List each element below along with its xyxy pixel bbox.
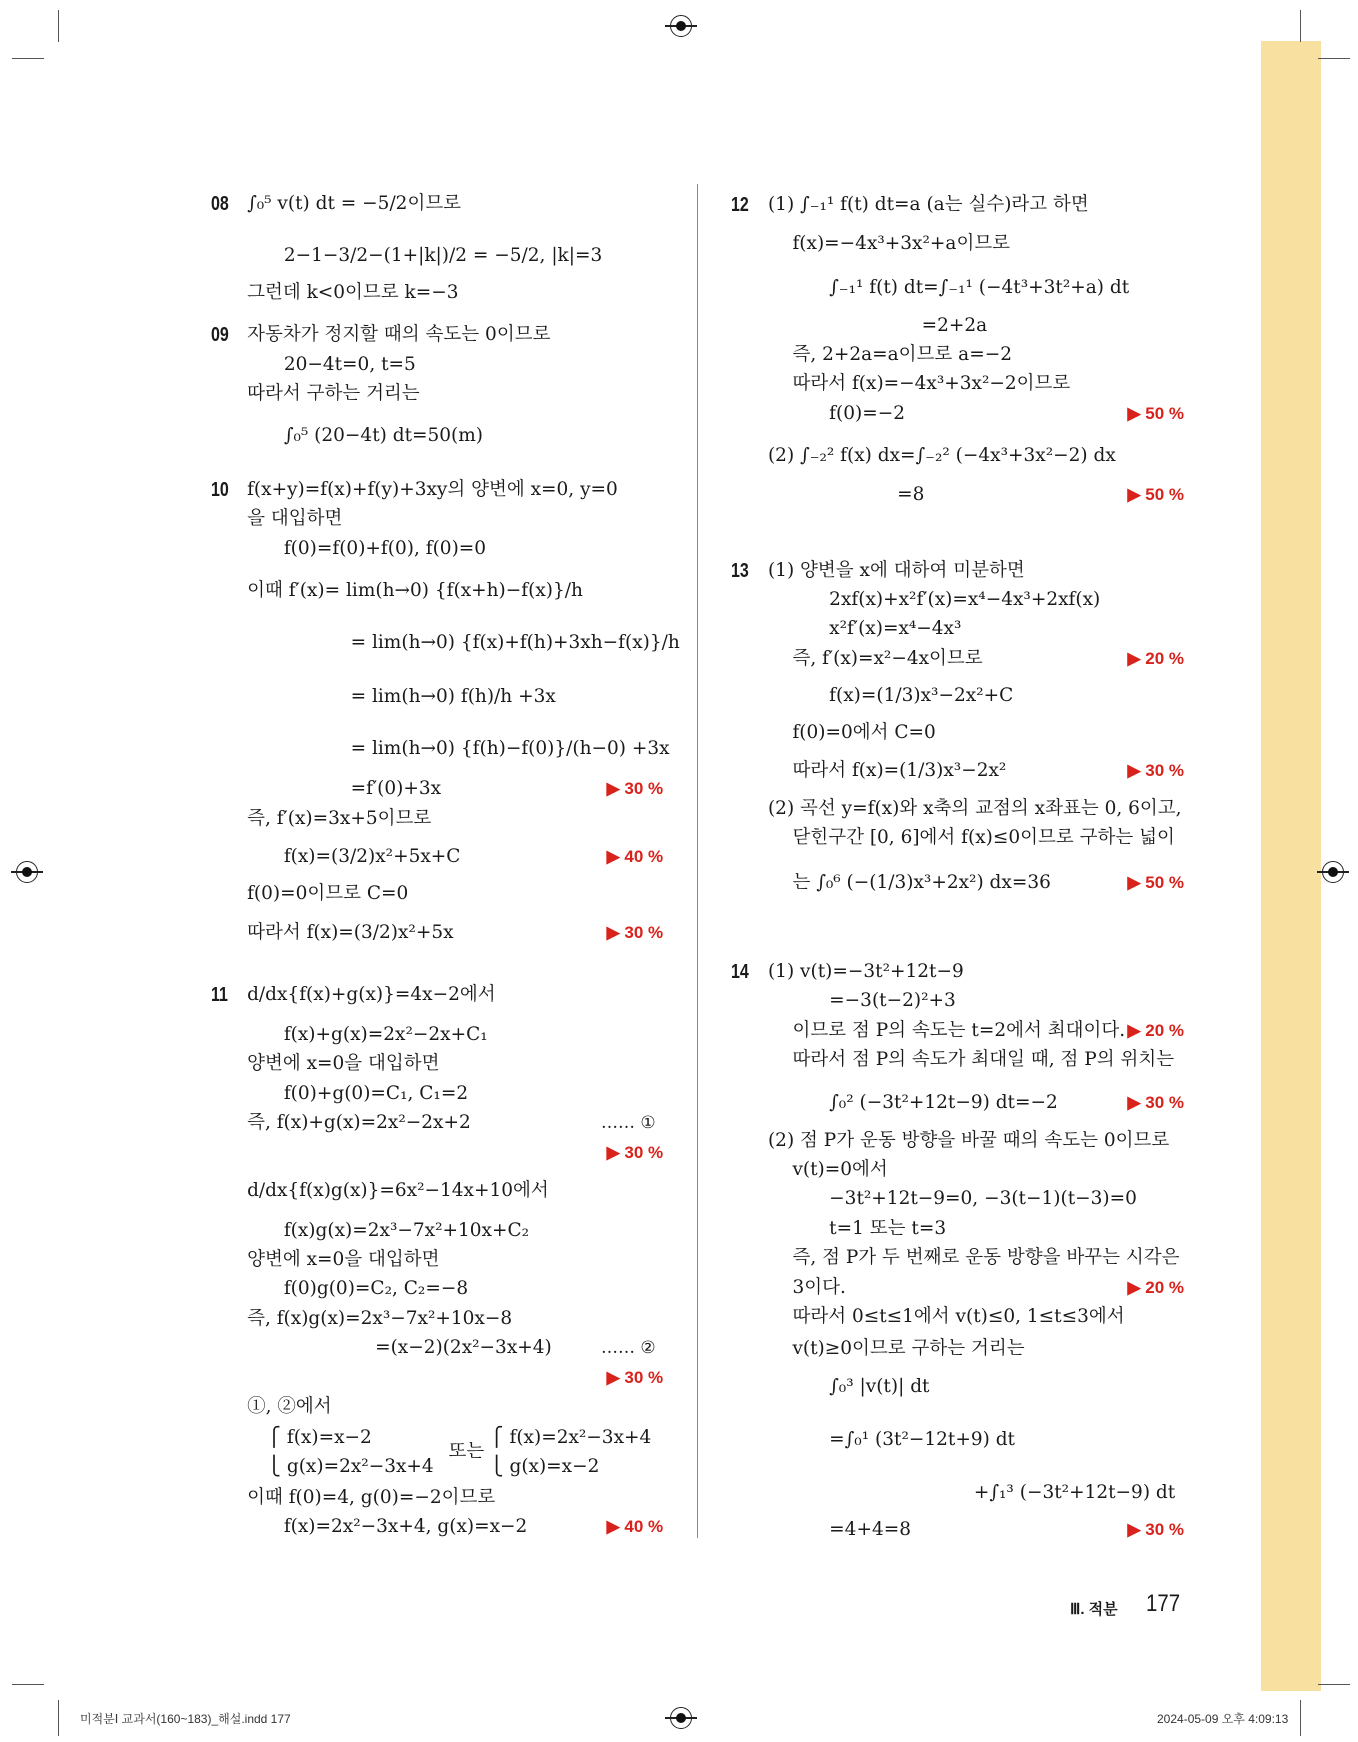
registration-mark-icon [670,15,692,37]
column-divider [697,184,698,1538]
solution-line: f(x+y)=f(x)+f(y)+3xy의 양변에 x=0, y=0 [247,478,618,500]
solution-line: (1) v(t)=−3t²+12t−9 [767,960,964,982]
problem-number: 14 [731,960,750,983]
solution-line: f(0)g(0)=C₂, C₂=−8 [283,1277,469,1299]
solution-line: d/dx{f(x)+g(x)}=4x−2에서 [247,984,496,1006]
solution-line: 을 대입하면 [247,507,343,529]
solution-line: f(x)=(3/2)x²+5x+C [283,846,461,867]
score-percent: ▶ 50 % [1127,485,1185,505]
registration-mark-icon [1322,861,1344,883]
score-percent: ▶ 30 % [606,922,664,942]
solution-line: 2xf(x)+x²f′(x)=x⁴−4x³+2xf(x) [829,588,1101,610]
score-percent: ▶ 20 % [1127,1277,1185,1297]
problem-number: 12 [731,193,750,216]
solution-line: 20−4t=0, t=5 [283,354,416,376]
solution-line: ∫₀⁵ v(t) dt = −5/2이므로 [247,192,462,214]
problem-number: 13 [731,559,750,582]
solution-line: 3이다. [792,1276,846,1298]
score-percent: ▶ 30 % [606,1367,664,1387]
solution-line: =8 [897,484,925,506]
crop-mark [12,1684,44,1685]
solution-line: d/dx{f(x)g(x)}=6x²−14x+10에서 [247,1179,549,1201]
score-percent: ▶ 20 % [1127,1020,1185,1040]
registration-mark-icon [16,861,38,883]
problem-number: 11 [211,984,229,1007]
solution-line: v(t)=0에서 [792,1158,888,1180]
side-color-band [1261,41,1321,1691]
solution-line: =2+2a [921,315,988,337]
score-percent: ▶ 30 % [1127,1520,1185,1540]
solution-line: (1) 양변을 x에 대하여 미분하면 [767,559,1025,581]
solution-line: ①, ②에서 [247,1395,332,1417]
score-percent: ▶ 40 % [606,847,664,866]
solution-line: f(x)=−4x³+3x²+a이므로 [792,232,1011,254]
solution-line: 즉, f′(x)=3x+5이므로 [247,808,432,830]
solution-line: 양변에 x=0을 대입하면 [247,1248,440,1270]
crop-mark [1300,1700,1301,1736]
solution-line: ∫₀³ |v(t)| dt [829,1375,930,1397]
score-percent: ▶ 40 % [606,1517,664,1537]
solution-line: t=1 또는 t=3 [829,1217,947,1239]
equation-marker: …… ① [601,1113,656,1134]
page-number: 177 [1146,1590,1181,1617]
solution-line: 자동차가 정지할 때의 속도는 0이므로 [247,324,551,345]
solution-line: = lim(h→0) {f(x)+f(h)+3xh−f(x)}/h [350,632,680,654]
solution-line: 따라서 0≤t≤1에서 v(t)≤0, 1≤t≤3에서 [792,1305,1125,1327]
score-percent: ▶ 50 % [1127,872,1185,892]
solution-line: f(0)+g(0)=C₁, C₁=2 [283,1083,469,1105]
solution-line: =4+4=8 [829,1519,911,1541]
solution-line: ∫₀⁵ (20−4t) dt=50(m) [283,425,484,447]
solution-line: ∫₋₁¹ f(t) dt=∫₋₁¹ (−4t³+3t²+a) dt [829,277,1130,299]
solution-line: =(x−2)(2x²−3x+4) [375,1336,552,1358]
solution-line: 닫힌구간 [0, 6]에서 f(x)≤0이므로 구하는 넓이 [792,827,1175,849]
solution-line: f(x)g(x)=2x³−7x²+10x+C₂ [283,1219,530,1241]
solution-line: f(x)=2x²−3x+4, g(x)=x−2 [283,1516,528,1538]
solution-line: f(x)+g(x)=2x²−2x+C₁ [283,1024,488,1046]
solution-line: 즉, 점 P가 두 번째로 운동 방향을 바꾸는 시각은 [792,1246,1180,1268]
equation-marker: …… ② [601,1337,656,1358]
score-percent: ▶ 30 % [606,1143,664,1163]
crop-mark [58,1700,59,1736]
solution-line: =∫₀¹ (3t²−12t+9) dt [829,1429,1015,1451]
solution-line: ⎧ f(x)=2x²−3x+4 [489,1426,652,1448]
problem-number: 10 [211,478,230,501]
timestamp-slug: 2024-05-09 오후 4:09:13 [1157,1712,1289,1726]
solution-line: ⎩ g(x)=2x²−3x+4 [267,1455,434,1477]
crop-mark [58,10,59,42]
solution-line: f(0)=0이므로 C=0 [247,882,409,904]
solution-line: 2−1−3/2−(1+|k|)/2 = −5/2, |k|=3 [283,244,603,266]
solution-line: (1) ∫₋₁¹ f(t) dt=a (a는 실수)라고 하면 [767,193,1089,215]
score-percent: ▶ 20 % [1127,648,1185,668]
solution-line: 이때 f(0)=4, g(0)=−2이므로 [247,1487,496,1509]
solution-line: 또는 [448,1441,485,1463]
solution-line: = lim(h→0) f(h)/h +3x [350,685,556,707]
crop-mark [12,58,44,59]
solution-line: v(t)≥0이므로 구하는 거리는 [792,1337,1025,1359]
solution-line: ∫₀² (−3t²+12t−9) dt=−2 [829,1091,1058,1113]
solution-line: 즉, f(x)+g(x)=2x²−2x+2 [247,1112,471,1134]
solution-line: (2) 곡선 y=f(x)와 x축의 교점의 x좌표는 0, 6이고, [767,798,1182,820]
solution-line: f(0)=−2 [829,403,905,425]
solution-line: ⎧ f(x)=x−2 [267,1426,372,1448]
crop-mark [1300,10,1301,42]
solution-line: 즉, 2+2a=a이므로 a=−2 [792,344,1012,366]
score-percent: ▶ 30 % [1127,761,1185,781]
score-percent: ▶ 50 % [1127,404,1185,424]
solution-line: −3t²+12t−9=0, −3(t−1)(t−3)=0 [829,1187,1137,1209]
registration-mark-icon [670,1707,692,1729]
problem-number: 09 [211,324,230,346]
solution-line: (2) ∫₋₂² f(x) dx=∫₋₂² (−4x³+3x²−2) dx [767,445,1116,467]
score-percent: ▶ 30 % [606,779,664,799]
solution-line: f(0)=0에서 C=0 [792,722,936,744]
solution-line: f(x)=(1/3)x³−2x²+C [829,684,1014,706]
solution-line: =−3(t−2)²+3 [829,989,956,1011]
solution-line: 이때 f′(x)= lim(h→0) {f(x+h)−f(x)}/h [247,580,583,601]
solution-line: 양변에 x=0을 대입하면 [247,1053,440,1075]
solution-line: =f′(0)+3x [350,778,442,800]
crop-mark [1318,58,1350,59]
crop-mark [1318,1684,1350,1685]
chapter-label: Ⅲ. 적분 [1070,1601,1118,1618]
solution-line: 따라서 f(x)=(1/3)x³−2x² [792,760,1007,782]
solution-line: 즉, f(x)g(x)=2x³−7x²+10x−8 [247,1307,513,1329]
solution-line: 즉, f′(x)=x²−4x이므로 [792,647,983,669]
solution-line: ⎩ g(x)=x−2 [489,1455,600,1477]
problem-number: 08 [211,192,230,215]
solution-line: 따라서 구하는 거리는 [247,383,420,404]
solution-line: 이므로 점 P의 속도는 t=2에서 최대이다. [792,1019,1126,1041]
solution-line: 는 ∫₀⁶ (−(1/3)x³+2x²) dx=36 [792,871,1051,893]
solution-line: = lim(h→0) {f(h)−f(0)}/(h−0) +3x [350,738,670,760]
solution-line: 따라서 점 P의 속도가 최대일 때, 점 P의 위치는 [792,1048,1175,1070]
solution-line: x²f′(x)=x⁴−4x³ [829,617,962,639]
solution-line: f(0)=f(0)+f(0), f(0)=0 [283,537,487,559]
solution-line: 따라서 f(x)=−4x³+3x²−2이므로 [792,372,1071,394]
solution-line: 그런데 k<0이므로 k=−3 [247,281,459,303]
solution-line: 따라서 f(x)=(3/2)x²+5x [247,921,454,943]
file-slug: 미적분Ⅰ 교과서(160~183)_해설.indd 177 [80,1712,291,1726]
solution-line: (2) 점 P가 운동 방향을 바꿀 때의 속도는 0이므로 [767,1129,1170,1151]
score-percent: ▶ 30 % [1127,1092,1185,1112]
solution-line: +∫₁³ (−3t²+12t−9) dt [973,1481,1176,1503]
